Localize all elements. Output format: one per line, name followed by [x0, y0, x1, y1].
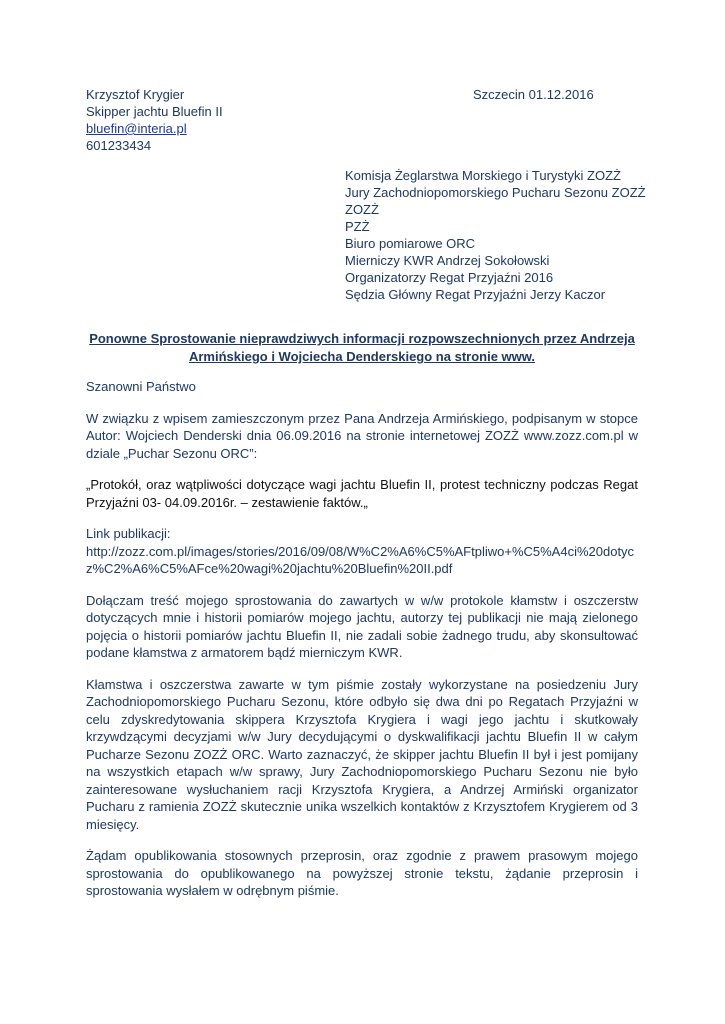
letter-date: Szczecin 01.12.2016: [473, 87, 594, 102]
letter-title: Ponowne Sprostowanie nieprawdziwych informacji rozpowszechnionych przez Andrzeja Armińskiego i Wojciecha Denderskiego na stronie www.: [89, 331, 635, 364]
paragraph-3: Kłamstwa i oszczerstwa zawarte w tym piśmie zostały wykorzystane na posiedzeniu Jury Zachodniopomorskiego Pucharu Sezonu, które odbyło się dwa dni po Regatach Przyjaźni w celu zdyskredytowania skippera Krzysztofa Krygiera i wagi jego jachtu i skutkowały krzywdzącymi decyzjami w/w Jury decydującymi o dyskwalifikacji jachtu Bluefin II w całym Pucharze Sezonu ZOZŻ ORC. Warto zaznaczyć, że skipper jachtu Bluefin II był i jest pomijany na wszystkich etapach w/w sprawy, Jury Zachodniopomorskiego Pucharu Sezonu nie było zainteresowane wysłuchaniem racji Krzysztofa Krygiera, a Andrzej Armiński organizator Pucharu z ramienia ZOZŻ skutecznie unika wszelkich kontaktów z Krzysztofem Krygierem od 3 miesięcy.: [86, 676, 638, 832]
recipient-line: Mierniczy KWR Andrzej Sokołowski: [345, 253, 550, 268]
sender-name: Krzysztof Krygier: [86, 87, 185, 102]
letter-body: [86, 378, 638, 900]
link-label: Link publikacji:: [86, 526, 171, 541]
sender-block: [86, 86, 223, 154]
sender-phone: 601233434: [86, 138, 152, 153]
recipient-line: ZOZŻ: [345, 202, 379, 217]
paragraph-4: Żądam opublikowania stosownych przeprosin, oraz zgodnie z prawem prasowym mojego sprostowania do opublikowanego na powyższej stronie tekstu, żądanie przeprosin i sprostowania wysłałem w odrębnym piśmie.: [86, 848, 638, 898]
recipient-line: Komisja Żeglarstwa Morskiego i Turystyki ZOZŻ: [345, 168, 621, 183]
recipient-line: Organizatorzy Regat Przyjaźni 2016: [345, 270, 554, 285]
publication-url: http://zozz.com.pl/images/stories/2016/09/08/W%C2%A6%C5%AFtpliwo+%C5%A4ci%20dotycz%C2%A6%C5%AFce%20wagi%20jachtu%20Bluefin%20II.pdf: [86, 543, 635, 576]
paragraph-2: Dołączam treść mojego sprostowania do zawartych w w/w protokole kłamstw i oszczerstw dotyczących mnie i historii pomiarów mojego jachtu, autorzy tej publikacji nie mają zielonego pojęcia o historii pomiarów jachtu Bluefin II, nie zadali sobie żadnego trudu, aby skonsultować podane kłamstwa z armatorem bądź mierniczym KWR.: [86, 592, 638, 660]
paragraph-1: W związku z wpisem zamieszczonym przez Pana Andrzeja Armińskiego, podpisanym w stopce Autor: Wojciech Denderski dnia 06.09.2016 na stronie internetowej ZOZŻ www.zozz.com.pl w dziale „Puchar Sezonu ORC”:: [86, 410, 638, 461]
greeting: Szanowni Państwo: [86, 379, 196, 394]
recipient-line: Jury Zachodniopomorskiego Pucharu Sezonu ZOZŻ: [345, 185, 646, 200]
publication-link-block: [86, 525, 638, 578]
recipients-block: [345, 167, 646, 303]
quoted-title: „Protokół, oraz wątpliwości dotyczące wagi jachtu Bluefin II, protest techniczny podczas Regat Przyjaźni 03- 04.09.2016r. – zestawienie faktów.„: [86, 477, 638, 510]
recipient-line: Sędzia Główny Regat Przyjaźni Jerzy Kaczor: [345, 287, 606, 302]
recipient-line: Biuro pomiarowe ORC: [345, 236, 476, 251]
recipient-line: PZŻ: [345, 219, 370, 234]
sender-role: Skipper jachtu Bluefin II: [86, 104, 223, 119]
sender-email-link[interactable]: bluefin@interia.pl: [86, 121, 187, 136]
